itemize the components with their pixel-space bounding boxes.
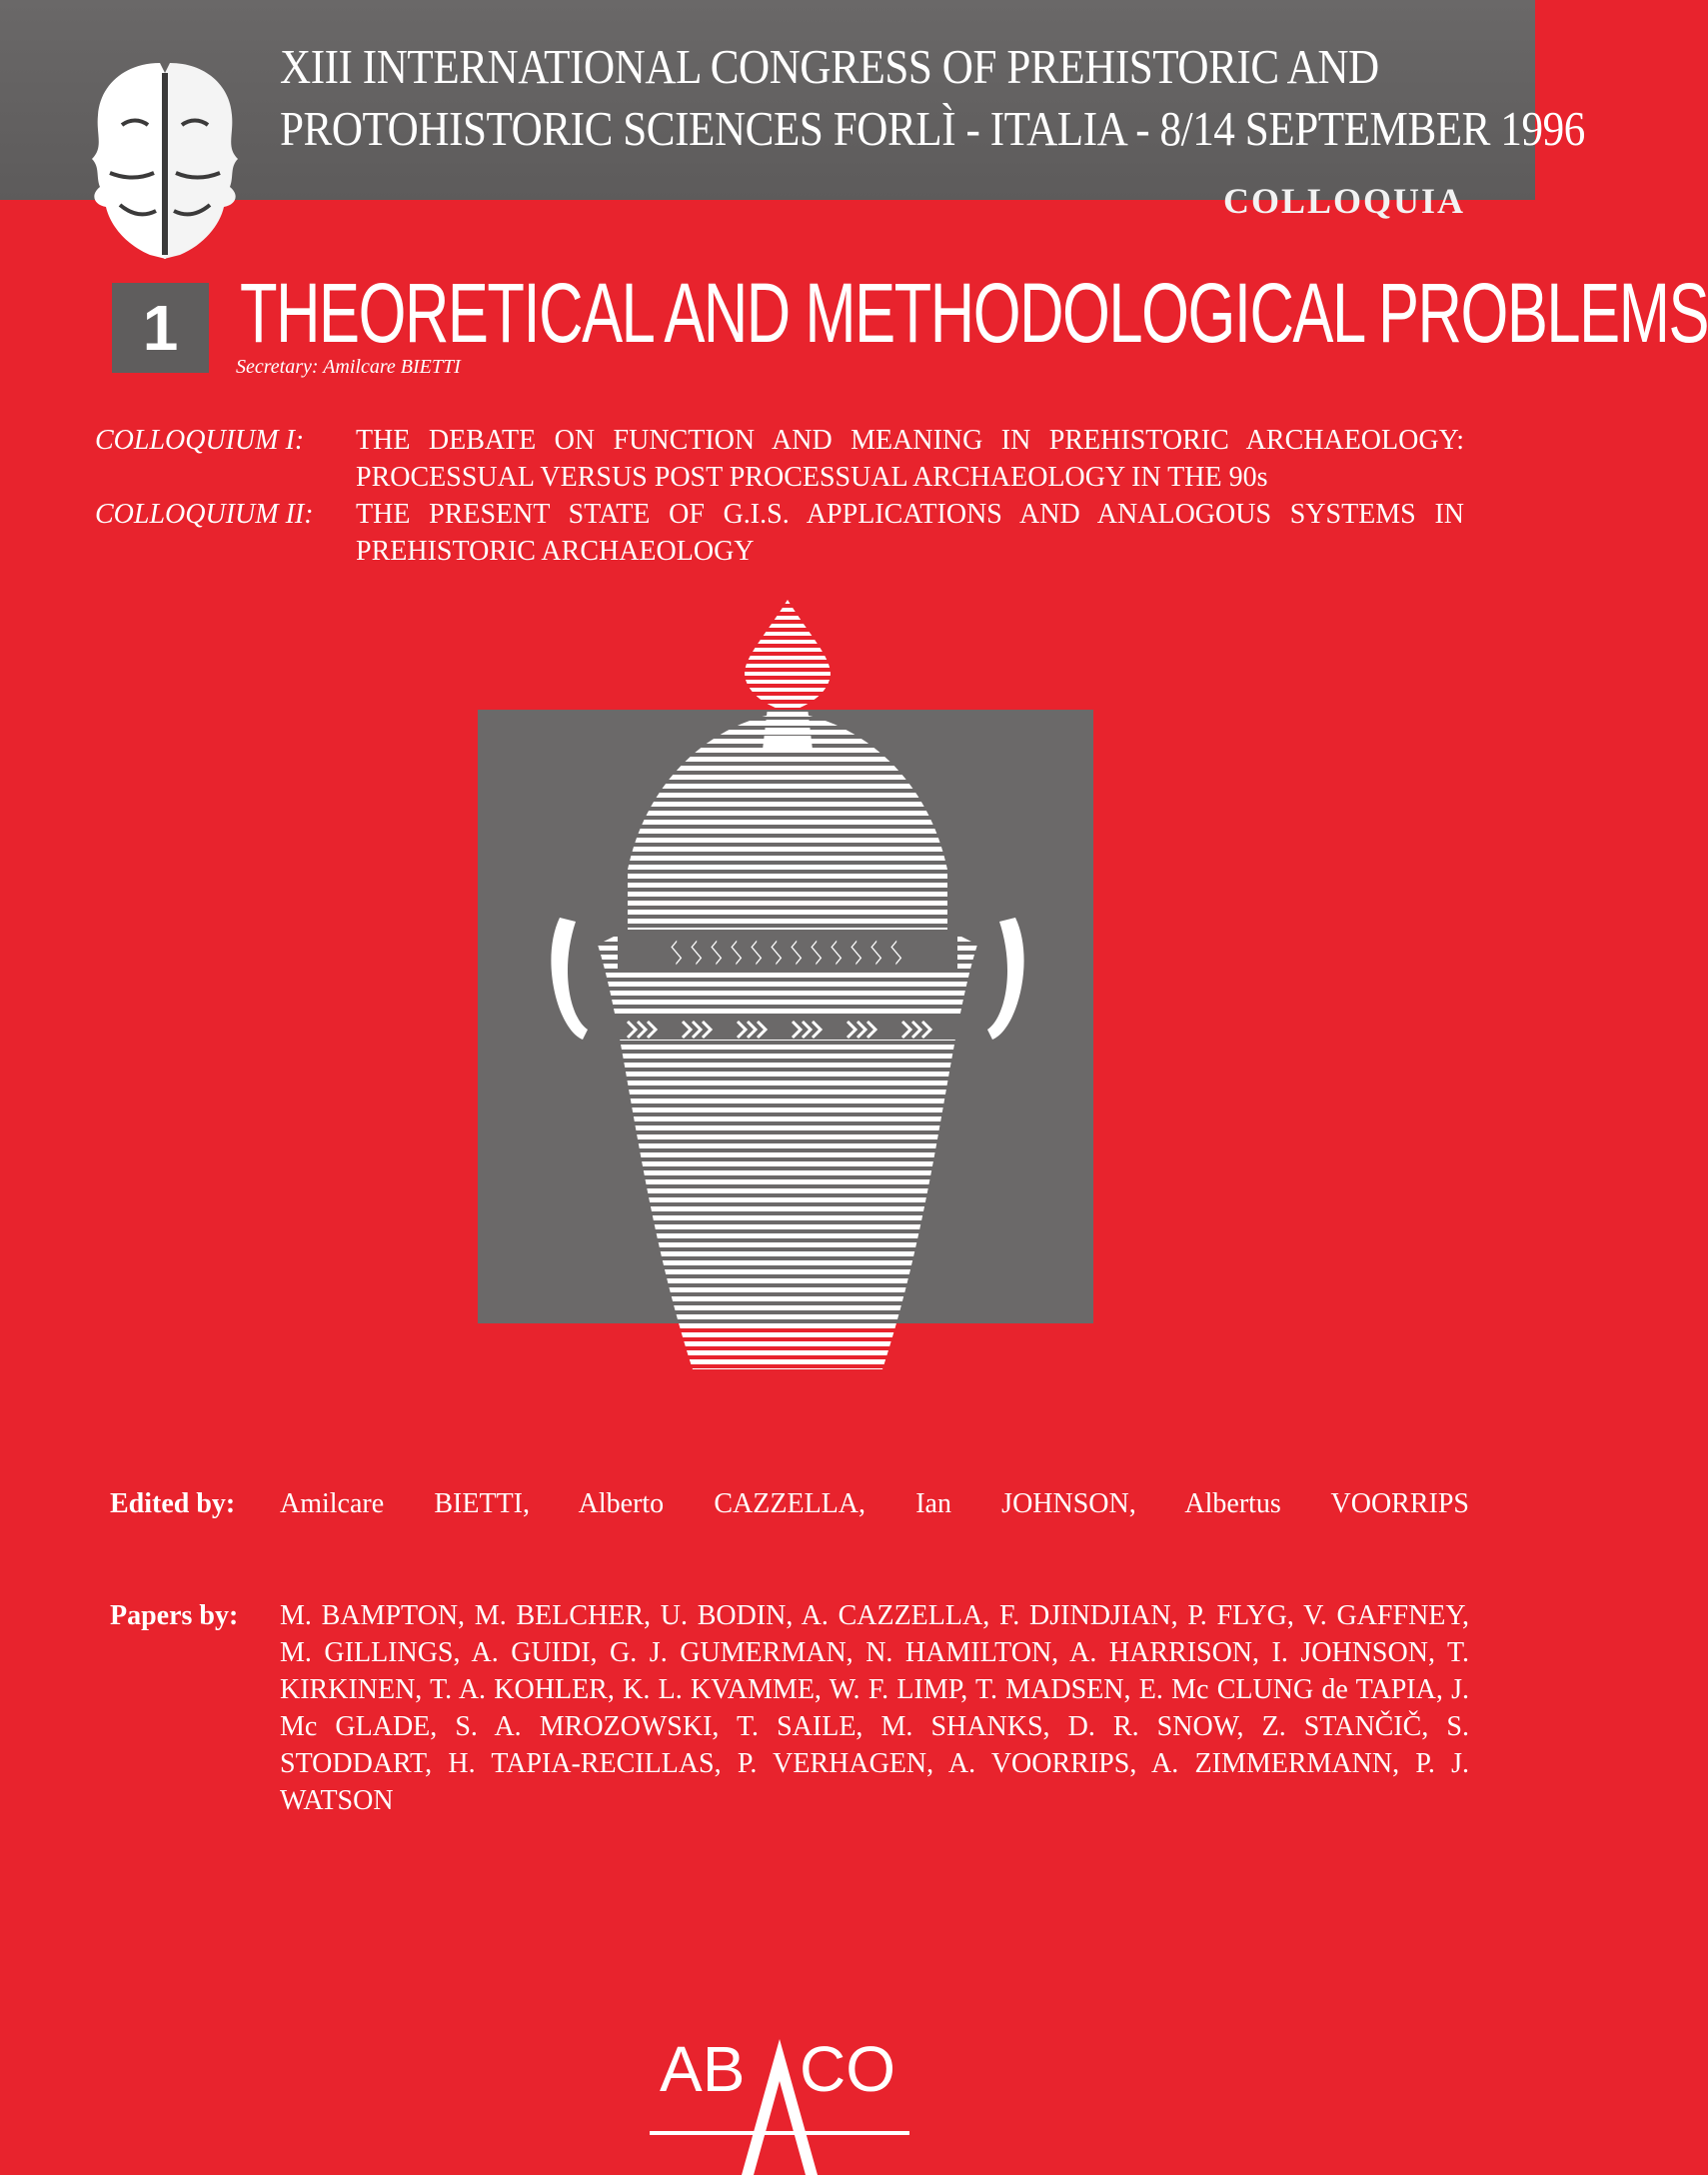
logo-text-left: AB (660, 2033, 746, 2105)
editors-list: Amilcare BIETTI, Alberto CAZZELLA, Ian JOHNSON, Albertus VOORRIPS (280, 1488, 1469, 1519)
volume-title: THEORETICAL AND METHODOLOGICAL PROBLEMS (240, 266, 1708, 360)
svg-text:ᛊ: ᛊ (708, 937, 726, 972)
congress-title-line-2: PROTOHISTORIC SCIENCES FORLÌ - ITALIA - 8/14 SEPTEMBER 1996 (280, 101, 1585, 156)
svg-text:ᛊ: ᛊ (887, 937, 905, 972)
series-label: COLLOQUIA (1222, 181, 1465, 221)
svg-text:ᛊ: ᛊ (867, 937, 885, 972)
svg-text:ᛊ: ᛊ (748, 937, 766, 972)
svg-text:ᛊ: ᛊ (808, 937, 826, 972)
svg-text:ᛊ: ᛊ (668, 937, 686, 972)
papers-by-label: Papers by: (110, 1600, 239, 1631)
logo-text-right: CO (800, 2033, 895, 2105)
svg-text:ᛊ: ᛊ (688, 937, 706, 972)
svg-text:ᛊ: ᛊ (848, 937, 865, 972)
colloquium-label: COLLOQUIUM I: (95, 425, 305, 456)
striped-urn-illustration (478, 600, 1097, 1399)
colloquium-label: COLLOQUIUM II: (95, 499, 314, 530)
colloquium-text: THE DEBATE ON FUNCTION AND MEANING IN PREHISTORIC ARCHAEOLOGY: PROCESSUAL VERSUS POST PROCESSUAL ARCHAEOLOGY IN THE 90s (356, 425, 1464, 493)
two-faces-logo-icon (70, 55, 260, 265)
svg-text:ᛊ: ᛊ (768, 937, 786, 972)
congress-title-line-1: XIII INTERNATIONAL CONGRESS OF PREHISTORIC AND (280, 39, 1379, 94)
authors-list: M. BAMPTON, M. BELCHER, U. BODIN, A. CAZZELLA, F. DJINDJIAN, P. FLYG, V. GAFFNEY, M. GILLINGS, A. GUIDI, G. J. GUMERMAN, N. HAMILTON, A. HARRISON, I. JOHNSON, T. KIRKINEN, T. A. KOHLER, K. L. KVAMME, W. F. LIMP, T. MADSEN, E. Mc CLUNG de TAPIA, J. Mc GLADE, S. A. MROZOWSKI, T. SAILE, M. SHANKS, D. R. SNOW, Z. STANČIČ, S. STODDART, H. TAPIA-RECILLAS, P. VERHAGEN, A. VOORRIPS, A. ZIMMERMANN, P. J. WATSON (280, 1600, 1469, 1816)
secretary-line: Secretary: Amilcare BIETTI (236, 356, 461, 378)
abaco-publisher-logo (650, 1999, 909, 2175)
edited-by-label: Edited by: (110, 1488, 236, 1519)
svg-text:ᛊ: ᛊ (828, 937, 846, 972)
svg-text:ᛊ: ᛊ (788, 937, 806, 972)
svg-text:ᛊ: ᛊ (728, 937, 746, 972)
colloquium-text: THE PRESENT STATE OF G.I.S. APPLICATIONS AND ANALOGOUS SYSTEMS IN PREHISTORIC ARCHAEOLOGY (356, 499, 1464, 567)
volume-number: 1 (112, 283, 209, 373)
